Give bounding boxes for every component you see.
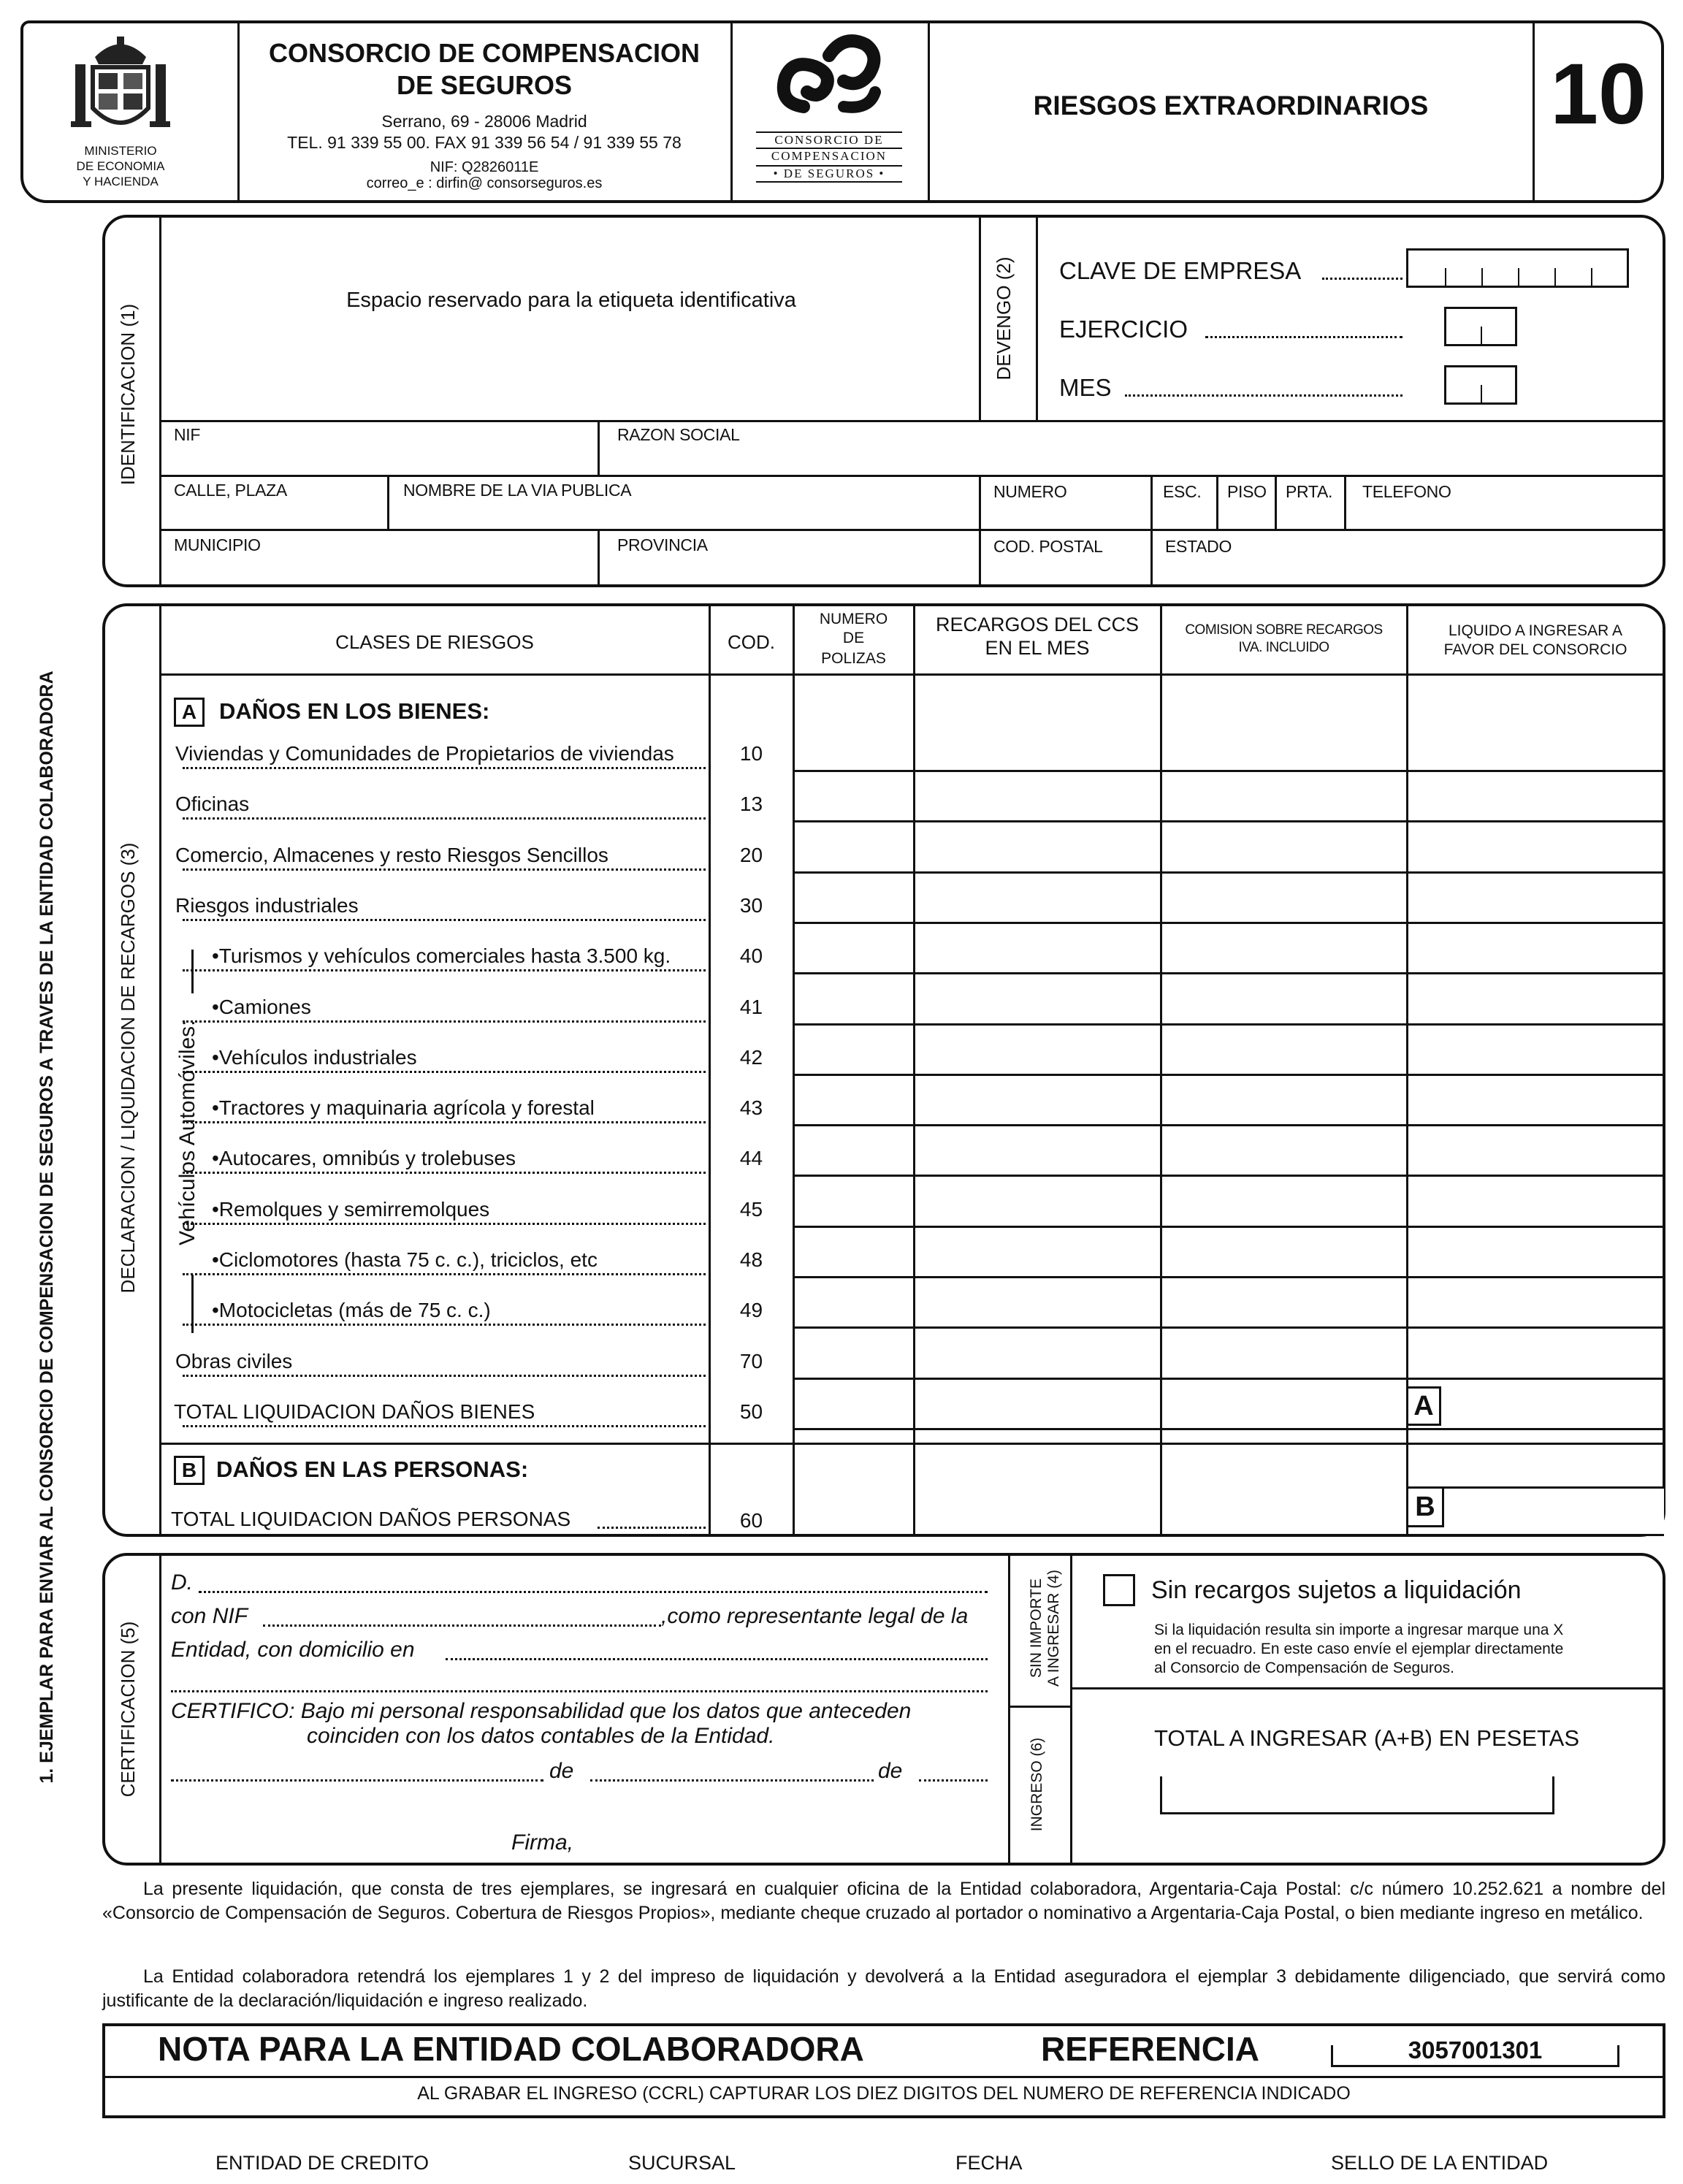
row-input-cell[interactable] bbox=[794, 1328, 913, 1376]
row-code: 43 bbox=[739, 1096, 763, 1119]
row-input-cell[interactable] bbox=[1161, 1074, 1406, 1123]
total-b-code: 60 bbox=[739, 1509, 763, 1532]
logo-text-3: • DE SEGUROS • bbox=[756, 165, 902, 183]
row-input-cell[interactable] bbox=[1408, 923, 1664, 971]
footer-para-2: La Entidad colaboradora retendrá los ejemplares 1 y 2 del impreso de liquidación y devolverá a la Entidad aseguradora el ejemplar 3 debidamente diligenciado, que servirá como justificante de la declaración/liquidación e ingreso realizado. bbox=[102, 1966, 1665, 2011]
cert-col-line bbox=[1008, 1554, 1010, 1864]
total-b-letter: B bbox=[1406, 1486, 1444, 1527]
row-input-cell[interactable] bbox=[1408, 1176, 1664, 1224]
numero-field[interactable]: NUMERO bbox=[993, 482, 1067, 501]
prta-field[interactable]: PRTA. bbox=[1286, 482, 1333, 501]
row-input-cell[interactable] bbox=[915, 1176, 1160, 1224]
col-recargos-header-1: RECARGOS DEL CCS bbox=[935, 614, 1140, 635]
row-input-cell[interactable] bbox=[794, 872, 913, 920]
id-grid-line bbox=[598, 529, 600, 586]
row-input-cell[interactable] bbox=[794, 1176, 913, 1224]
cert-de-2: de bbox=[878, 1759, 903, 1783]
margin-label: 1. EJEMPLAR PARA ENVIAR AL CONSORCIO DE COMPENSACION DE SEGUROS A TRAVES DE LA ENTIDAD COLABORADORA bbox=[37, 671, 57, 1784]
col-comision-header-2: IVA. INCLUIDO bbox=[1238, 640, 1329, 655]
row-input-cell[interactable] bbox=[794, 1226, 913, 1275]
org-email: correo_e : dirfin@ consorseguros.es bbox=[366, 175, 603, 191]
cert-date-dots-2 bbox=[590, 1779, 874, 1782]
sin-importe-label-2: A INGRESAR (4) bbox=[1045, 1570, 1062, 1687]
coat-of-arms-icon bbox=[69, 35, 172, 137]
ministerio-line-1: MINISTERIO bbox=[84, 144, 157, 158]
clave-dots bbox=[1322, 278, 1402, 280]
cert-firma: Firma, bbox=[511, 1830, 573, 1855]
row-code: 40 bbox=[739, 944, 763, 967]
municipio-field[interactable]: MUNICIPIO bbox=[174, 535, 261, 554]
row-input-cell[interactable] bbox=[794, 822, 913, 870]
id-grid-line bbox=[161, 420, 1664, 422]
clave-empresa-input[interactable] bbox=[1406, 248, 1629, 288]
cert-certifico-2: coinciden con los datos contables de la Entidad. bbox=[307, 1724, 775, 1748]
id-grid-line bbox=[1216, 475, 1218, 530]
id-grid-line bbox=[598, 420, 600, 476]
clave-empresa-label: CLAVE DE EMPRESA bbox=[1059, 257, 1302, 284]
ejercicio-label: EJERCICIO bbox=[1059, 316, 1188, 343]
row-input-cell[interactable] bbox=[794, 1378, 913, 1427]
row-input-cell[interactable] bbox=[1408, 872, 1664, 920]
row-input-cell[interactable] bbox=[794, 974, 913, 1022]
section-split-line bbox=[161, 1443, 1664, 1445]
row-label: TOTAL LIQUIDACION DAÑOS BIENES bbox=[174, 1400, 538, 1424]
row-label: Obras civiles bbox=[175, 1350, 295, 1373]
row-input-cell[interactable] bbox=[794, 1277, 913, 1325]
logo-text-2: COMPENSACION bbox=[756, 148, 902, 164]
total-b-label: TOTAL LIQUIDACION DAÑOS PERSONAS bbox=[171, 1508, 571, 1530]
row-dots bbox=[183, 1324, 706, 1326]
row-dots bbox=[183, 1223, 706, 1225]
via-field[interactable]: NOMBRE DE LA VIA PUBLICA bbox=[403, 481, 632, 500]
row-input-cell[interactable] bbox=[915, 974, 1160, 1022]
row-input-cell[interactable] bbox=[794, 1125, 913, 1173]
row-input-cell[interactable] bbox=[794, 1024, 913, 1072]
cert-side-divider bbox=[159, 1554, 161, 1864]
col-numero-header-2: DE bbox=[842, 630, 865, 646]
row-input-cell[interactable] bbox=[1161, 1125, 1406, 1173]
row-label: Comercio, Almacenes y resto Riesgos Sencillos bbox=[175, 844, 611, 867]
org-title-line-1: CONSORCIO DE COMPENSACION bbox=[268, 38, 701, 68]
referencia-label: REFERENCIA bbox=[1041, 2030, 1260, 2068]
row-label: Riesgos industriales bbox=[175, 894, 362, 917]
col-cod-header: COD. bbox=[728, 631, 775, 653]
row-code: 45 bbox=[739, 1198, 763, 1221]
row-input-cell[interactable] bbox=[915, 1125, 1160, 1173]
cert-line-dots bbox=[171, 1690, 988, 1692]
mes-input[interactable] bbox=[1444, 365, 1517, 405]
row-input-cell[interactable] bbox=[915, 923, 1160, 971]
row-input-cell[interactable] bbox=[794, 923, 913, 971]
row-code: 48 bbox=[739, 1248, 763, 1271]
row-dots bbox=[183, 1375, 706, 1377]
cert-date-dots-1 bbox=[171, 1779, 543, 1782]
row-input-cell[interactable] bbox=[915, 1378, 1160, 1427]
row-input-cell[interactable] bbox=[794, 771, 913, 819]
row-code: 13 bbox=[739, 793, 763, 815]
row-code: 10 bbox=[739, 742, 763, 765]
row-input-cell[interactable] bbox=[1161, 771, 1406, 819]
col-liquido-header-1: LIQUIDO A INGRESAR A bbox=[1448, 622, 1623, 639]
calle-field[interactable]: CALLE, PLAZA bbox=[174, 481, 287, 500]
devengo-divider bbox=[1036, 216, 1038, 421]
certificacion-label: CERTIFICACION (5) bbox=[117, 1621, 139, 1798]
ejercicio-dots bbox=[1205, 336, 1402, 338]
total-ingresar-input[interactable] bbox=[1160, 1776, 1554, 1814]
referencia-number: 3057001301 bbox=[1408, 2036, 1543, 2063]
header-divider bbox=[928, 22, 930, 202]
row-label: Viviendas y Comunidades de Propietarios de viviendas bbox=[175, 742, 677, 765]
bottom-label-entidad: ENTIDAD DE CREDITO bbox=[215, 2152, 430, 2174]
row-input-cell[interactable] bbox=[794, 1074, 913, 1123]
col-clases-header: CLASES DE RIESGOS bbox=[335, 631, 534, 653]
section-a-title: DAÑOS EN LOS BIENES: bbox=[219, 698, 490, 724]
row-input-cell[interactable] bbox=[1161, 872, 1406, 920]
ccs-logo-icon bbox=[774, 34, 884, 114]
vehiculos-bracket-line bbox=[191, 950, 194, 993]
section-b-title: DAÑOS EN LAS PERSONAS: bbox=[216, 1456, 529, 1482]
total-b-input[interactable] bbox=[1406, 1486, 1664, 1536]
row-dots bbox=[183, 767, 706, 769]
row-label: •Motocicletas (más de 75 c. c.) bbox=[212, 1299, 494, 1322]
row-label: •Vehículos industriales bbox=[212, 1046, 420, 1069]
header-divider bbox=[730, 22, 733, 202]
sin-recargos-note-3: al Consorcio de Compensación de Seguros. bbox=[1154, 1660, 1454, 1676]
org-title-line-2: DE SEGUROS bbox=[396, 70, 573, 100]
row-label: •Camiones bbox=[212, 996, 314, 1019]
row-input-cell[interactable] bbox=[1161, 1378, 1406, 1427]
row-dots bbox=[183, 969, 706, 971]
cert-con-nif: con NIF bbox=[171, 1604, 248, 1628]
sin-recargos-note-2: en el recuadro. En este caso envíe el ejemplar directamente bbox=[1154, 1641, 1564, 1657]
cert-como: ,como representante legal de la bbox=[661, 1604, 969, 1628]
bottom-label-sello: SELLO DE LA ENTIDAD bbox=[1331, 2152, 1549, 2174]
row-input-cell[interactable] bbox=[915, 771, 1160, 819]
row-input-cell[interactable] bbox=[1161, 974, 1406, 1022]
col-numero-header-3: POLIZAS bbox=[821, 650, 886, 667]
org-address: Serrano, 69 - 28006 Madrid bbox=[381, 112, 587, 131]
id-grid-line bbox=[979, 475, 981, 586]
row-input-cell[interactable] bbox=[915, 1328, 1160, 1376]
bottom-label-sucursal: SUCURSAL bbox=[628, 2152, 736, 2174]
row-code: 20 bbox=[739, 844, 763, 866]
mes-label: MES bbox=[1059, 374, 1112, 401]
row-input-cell[interactable] bbox=[1408, 822, 1664, 870]
estado-field[interactable]: ESTADO bbox=[1165, 537, 1232, 556]
row-code: 42 bbox=[739, 1046, 763, 1069]
row-code: 50 bbox=[739, 1400, 763, 1423]
nota-title: NOTA PARA LA ENTIDAD COLABORADORA bbox=[158, 2030, 864, 2068]
id-grid-line bbox=[387, 475, 389, 530]
mes-dots bbox=[1125, 394, 1402, 397]
esc-field[interactable]: ESC. bbox=[1163, 482, 1202, 501]
col-numero-header-1: NUMERO bbox=[819, 611, 888, 627]
cert-d: D. bbox=[171, 1570, 193, 1595]
section-a-letter: A bbox=[174, 698, 205, 727]
ministerio-line-2: DE ECONOMIA bbox=[76, 159, 165, 173]
row-input-cell[interactable] bbox=[1161, 1328, 1406, 1376]
row-input-cell[interactable] bbox=[1161, 822, 1406, 870]
row-input-cell[interactable] bbox=[1161, 1277, 1406, 1325]
cert-entidad: Entidad, con domicilio en bbox=[171, 1638, 415, 1662]
decl-side-divider bbox=[159, 605, 161, 1535]
row-dots bbox=[183, 1020, 706, 1023]
form-title: RIESGOS EXTRAORDINARIOS bbox=[1033, 91, 1429, 121]
row-input-cell[interactable] bbox=[915, 720, 1160, 768]
sin-recargos-label: Sin recargos sujetos a liquidación bbox=[1151, 1576, 1522, 1604]
row-dots bbox=[183, 1273, 706, 1275]
vehiculos-label: Vehículos Automóviles: bbox=[175, 1020, 199, 1245]
row-input-cell[interactable] bbox=[1408, 1277, 1664, 1325]
id-grid-line bbox=[1150, 475, 1153, 586]
cert-split-line bbox=[1008, 1706, 1071, 1708]
row-dots bbox=[183, 919, 706, 921]
cert-split-line bbox=[1070, 1687, 1664, 1689]
col-recargos-header-2: EN EL MES bbox=[985, 637, 1090, 659]
row-input-cell[interactable] bbox=[1408, 1226, 1664, 1275]
form-number: 10 bbox=[1550, 46, 1646, 142]
footer-para-1: La presente liquidación, que consta de tres ejemplares, se ingresará en cualquier oficina de la Entidad colaboradora, Argentaria-Caja Postal: c/c número 10.252.621 a nombre del «Consorcio de Compensación de Seguros. Cobertura de Riesgos Propios», mediante cheque cruzado al portador o nominativo a Argentaria-Caja Postal, o bien mediante ingreso en metálico. bbox=[102, 1879, 1665, 1923]
row-label: •Autocares, omnibús y trolebuses bbox=[212, 1147, 519, 1170]
row-input-cell[interactable] bbox=[1161, 1226, 1406, 1275]
piso-field[interactable]: PISO bbox=[1227, 482, 1267, 501]
total-ingresar-label: TOTAL A INGRESAR (A+B) EN PESETAS bbox=[1154, 1725, 1579, 1751]
row-label: Oficinas bbox=[175, 793, 252, 816]
row-entry-line bbox=[794, 1428, 1664, 1430]
org-nif: NIF: Q2826011E bbox=[430, 159, 539, 175]
declaracion-label: DECLARACION / LIQUIDACION DE RECARGOS (3) bbox=[117, 842, 139, 1294]
cert-de-1: de bbox=[549, 1759, 574, 1783]
row-input-cell[interactable] bbox=[794, 720, 913, 768]
row-dots bbox=[183, 1425, 706, 1427]
header-row-line bbox=[161, 673, 1664, 676]
header-divider bbox=[237, 22, 240, 202]
row-code: 49 bbox=[739, 1299, 763, 1321]
telefono-field[interactable]: TELEFONO bbox=[1362, 482, 1451, 501]
ejercicio-input[interactable] bbox=[1444, 307, 1517, 346]
row-label: •Ciclomotores (hasta 75 c. c.), triciclos, etc bbox=[212, 1248, 600, 1272]
row-code: 41 bbox=[739, 996, 763, 1018]
id-grid-line bbox=[161, 475, 1664, 477]
col-comision-header-1: COMISION SOBRE RECARGOS bbox=[1185, 622, 1383, 638]
logo-text-1: CONSORCIO DE bbox=[756, 131, 902, 148]
row-input-cell[interactable] bbox=[1408, 1074, 1664, 1123]
razon-social-field[interactable]: RAZON SOCIAL bbox=[617, 425, 740, 444]
nif-field[interactable]: NIF bbox=[174, 425, 201, 444]
provincia-field[interactable]: PROVINCIA bbox=[617, 535, 708, 554]
cod-postal-field[interactable]: COD. POSTAL bbox=[993, 537, 1103, 556]
row-input-cell[interactable] bbox=[1408, 771, 1664, 819]
total-b-dots bbox=[598, 1527, 706, 1529]
cert-col-line bbox=[1070, 1554, 1072, 1864]
ingreso-label: INGRESO (6) bbox=[1028, 1737, 1045, 1832]
row-input-cell[interactable] bbox=[1161, 720, 1406, 768]
row-input-cell[interactable] bbox=[1408, 974, 1664, 1022]
row-dots bbox=[183, 1172, 706, 1174]
row-label: •Turismos y vehículos comerciales hasta 3.500 kg. bbox=[212, 944, 673, 968]
bottom-label-fecha: FECHA bbox=[955, 2152, 1023, 2174]
id-grid-line bbox=[161, 529, 1664, 531]
ministerio-line-3: Y HACIENDA bbox=[83, 175, 159, 188]
identificacion-label: IDENTIFICACION (1) bbox=[117, 303, 139, 486]
row-dots bbox=[183, 868, 706, 871]
row-code: 30 bbox=[739, 894, 763, 917]
row-input-cell[interactable] bbox=[1408, 1024, 1664, 1072]
label-space-text: Espacio reservado para la etiqueta identificativa bbox=[346, 289, 796, 312]
row-label: •Tractores y maquinaria agrícola y forestal bbox=[212, 1096, 598, 1120]
cert-nif-dots bbox=[263, 1624, 661, 1627]
row-input-cell[interactable] bbox=[915, 1024, 1160, 1072]
row-input-cell[interactable] bbox=[915, 872, 1160, 920]
row-code: 44 bbox=[739, 1147, 763, 1169]
nota-split bbox=[104, 2076, 1664, 2078]
cert-d-dots bbox=[199, 1591, 988, 1593]
total-a-letter: A bbox=[1406, 1386, 1441, 1426]
sin-recargos-note-1: Si la liquidación resulta sin importe a ingresar marque una X bbox=[1154, 1622, 1564, 1638]
id-grid-line bbox=[1275, 475, 1277, 530]
row-input-cell[interactable] bbox=[915, 822, 1160, 870]
row-label: •Remolques y semirremolques bbox=[212, 1198, 492, 1221]
grabar-text: AL GRABAR EL INGRESO (CCRL) CAPTURAR LOS DIEZ DIGITOS DEL NUMERO DE REFERENCIA INDICADO bbox=[417, 2083, 1351, 2104]
col-liquido-header-2: FAVOR DEL CONSORCIO bbox=[1443, 641, 1627, 658]
org-tel: TEL. 91 339 55 00. FAX 91 339 56 54 / 91 339 55 78 bbox=[287, 133, 682, 152]
row-input-cell[interactable] bbox=[1408, 1125, 1664, 1173]
row-dots bbox=[183, 817, 706, 820]
row-code: 70 bbox=[739, 1350, 763, 1372]
devengo-divider bbox=[979, 216, 981, 421]
cert-date-dots-3 bbox=[919, 1779, 988, 1782]
row-dots bbox=[183, 1121, 706, 1123]
cert-entidad-dots bbox=[446, 1658, 988, 1660]
id-grid-line bbox=[1344, 475, 1346, 530]
row-input-cell[interactable] bbox=[915, 1226, 1160, 1275]
row-input-cell[interactable] bbox=[1161, 923, 1406, 971]
row-dots bbox=[183, 1071, 706, 1073]
row-input-cell[interactable] bbox=[915, 1074, 1160, 1123]
row-input-cell[interactable] bbox=[915, 1277, 1160, 1325]
row-input-cell[interactable] bbox=[1161, 1024, 1406, 1072]
row-input-cell[interactable] bbox=[1408, 1328, 1664, 1376]
sin-importe-label-1: SIN IMPORTE bbox=[1028, 1578, 1045, 1679]
section-b-letter: B bbox=[174, 1456, 205, 1485]
sin-recargos-checkbox[interactable] bbox=[1103, 1574, 1135, 1606]
devengo-label: DEVENGO (2) bbox=[993, 256, 1015, 381]
row-input-cell[interactable] bbox=[1161, 1176, 1406, 1224]
row-input-cell[interactable] bbox=[1408, 720, 1664, 768]
cert-certifico-1: CERTIFICO: Bajo mi personal responsabilidad que los datos que anteceden bbox=[171, 1699, 912, 1723]
